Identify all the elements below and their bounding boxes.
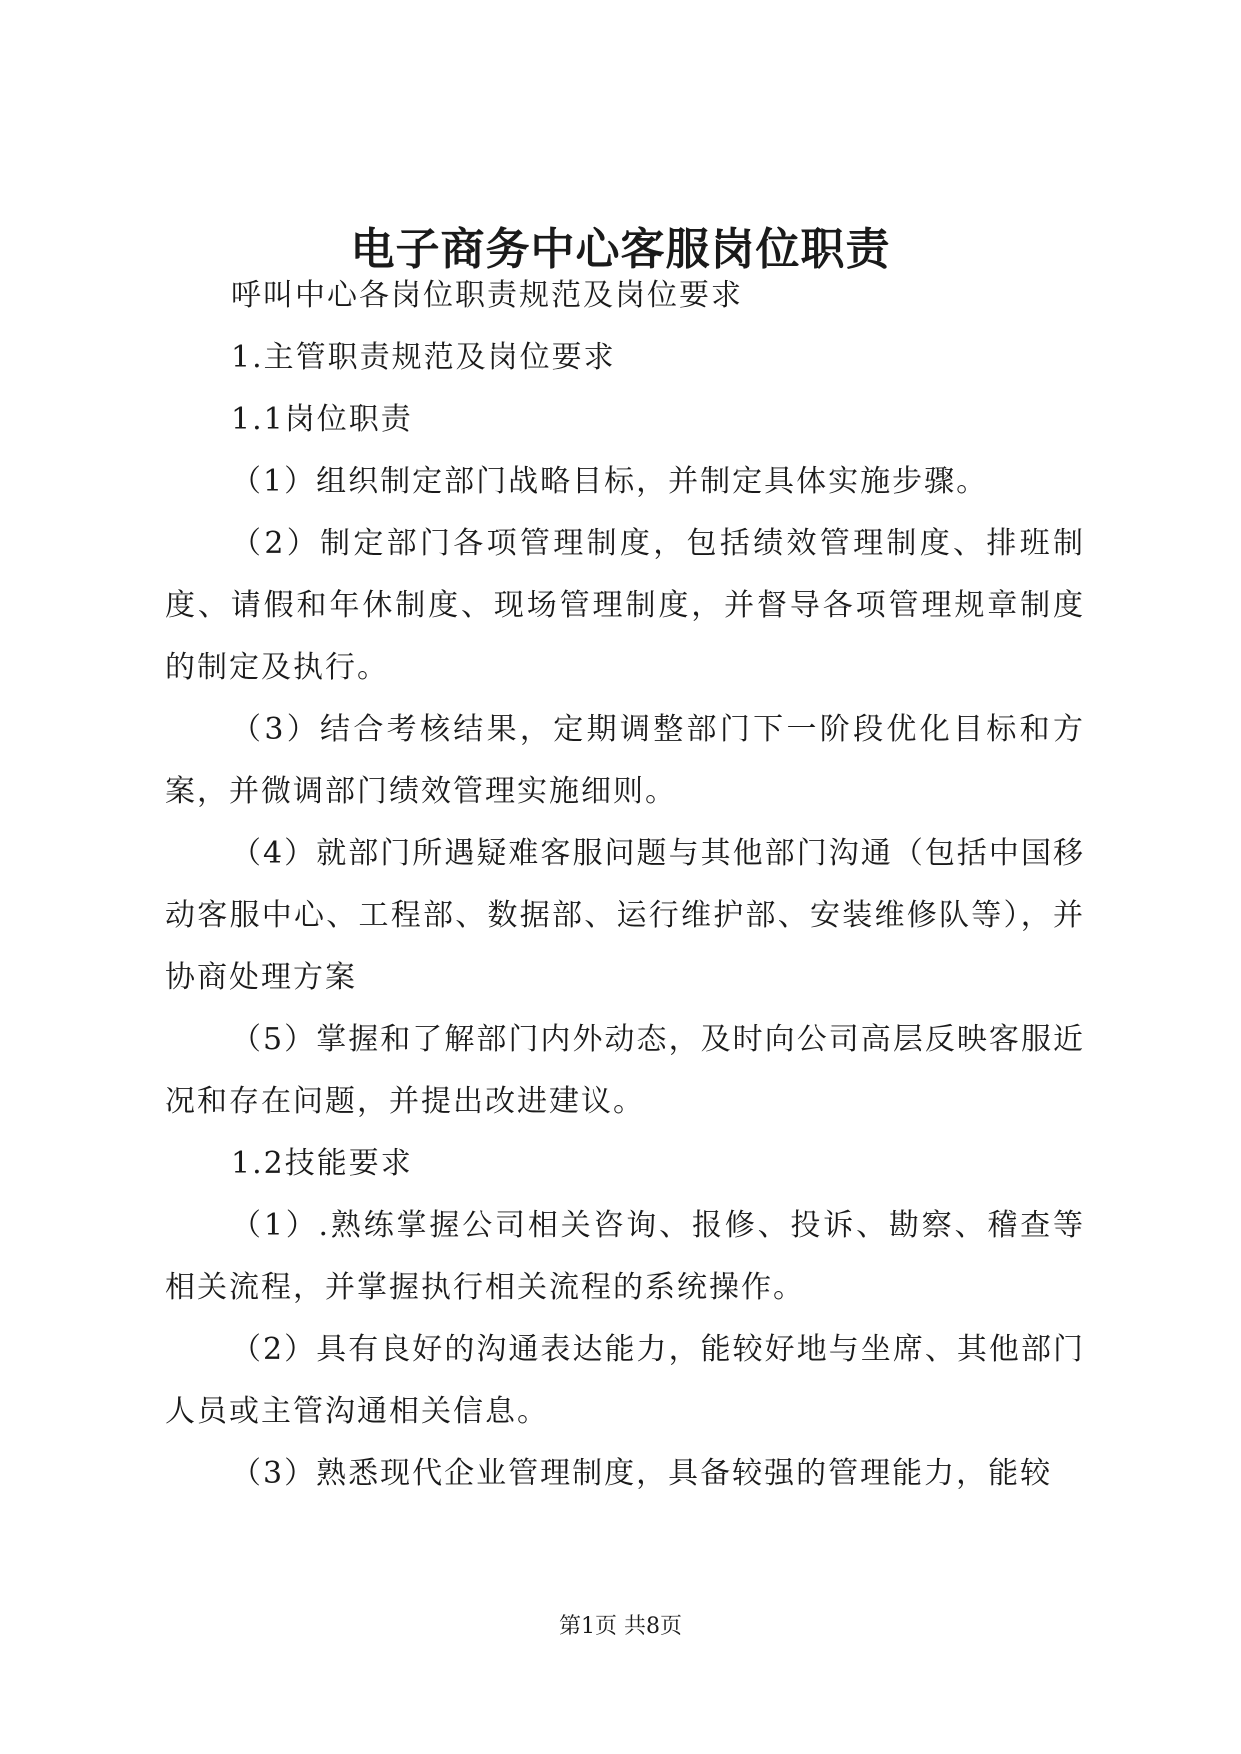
paragraph-duty-3: （3）结合考核结果，定期调整部门下一阶段优化目标和方案，并微调部门绩效管理实施细则。 [165, 712, 1085, 809]
paragraph-section-1: 1.主管职责规范及岗位要求 [231, 340, 616, 375]
paragraph-section-1-2: 1.2技能要求 [231, 1146, 413, 1181]
document-body [165, 265, 1085, 1505]
document-title: 电子商务中心客服岗位职责 [350, 224, 891, 275]
paragraph-skill-2: （2）具有良好的沟通表达能力，能较好地与坐席、其他部门人员或主管沟通相关信息。 [165, 1332, 1085, 1429]
paragraph-duty-1: （1）组织制定部门战略目标，并制定具体实施步骤。 [231, 464, 989, 499]
paragraph-skill-1: （1）.熟练掌握公司相关咨询、报修、投诉、勘察、稽查等相关流程，并掌握执行相关流程的系统操作。 [165, 1208, 1085, 1305]
paragraph-section-1-1: 1.1岗位职责 [231, 402, 413, 437]
paragraph-skill-3: （3）熟悉现代企业管理制度，具备较强的管理能力，能较 [231, 1456, 1053, 1491]
paragraph-subtitle: 呼叫中心各岗位职责规范及岗位要求 [231, 278, 743, 313]
paragraph-duty-5: （5）掌握和了解部门内外动态，及时向公司高层反映客服近况和存在问题，并提出改进建议。 [165, 1022, 1085, 1119]
paragraph-duty-2: （2）制定部门各项管理制度，包括绩效管理制度、排班制度、请假和年休制度、现场管理制度，并督导各项管理规章制度的制定及执行。 [165, 526, 1085, 685]
paragraph-duty-4: （4）就部门所遇疑难客服问题与其他部门沟通（包括中国移动客服中心、工程部、数据部、运行维护部、安装维修队等），并协商处理方案 [165, 836, 1085, 995]
page-number-footer: 第1页 共8页 [559, 1614, 682, 1639]
